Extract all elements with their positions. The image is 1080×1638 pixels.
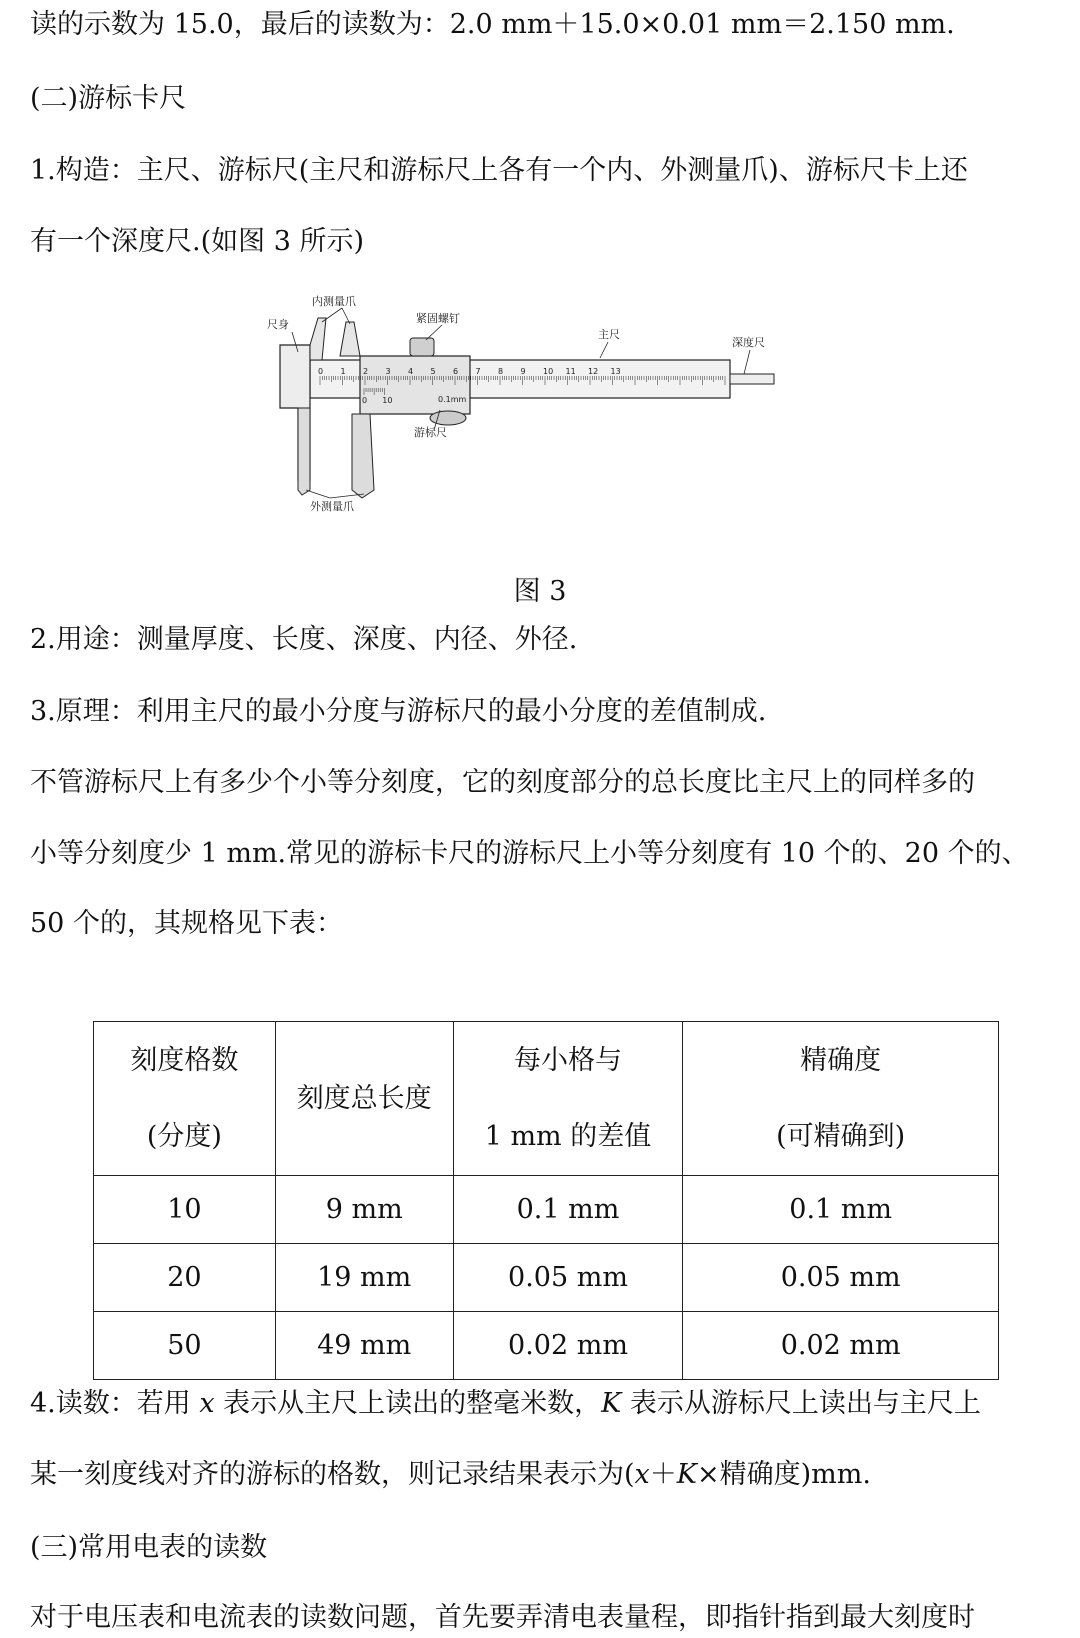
table-cell: 10 xyxy=(94,1176,276,1244)
vernier-spec-table xyxy=(93,1021,999,1380)
table-header-row xyxy=(94,1022,999,1176)
table-row xyxy=(94,1244,999,1312)
main-scale-number: 4 xyxy=(408,367,414,376)
main-scale-number: 2 xyxy=(363,367,369,376)
main-scale-number: 7 xyxy=(475,367,481,376)
text-line-structure: 1.构造：主尺、游标尺(主尺和游标尺上各有一个内、外测量爪)、游标尺卡上还 xyxy=(30,155,968,186)
label-inner-jaws: 内测量爪 xyxy=(312,295,356,308)
table-cell: 19 mm xyxy=(275,1244,453,1312)
section-heading-vernier-caliper: (二)游标卡尺 xyxy=(30,83,187,114)
main-scale-number: 0 xyxy=(318,367,324,376)
vernier-scale-number: 0 xyxy=(362,396,368,405)
text-line-meters-intro: 对于电压表和电流表的读数问题，首先要弄清电表量程，即指针指到最大刻度时 xyxy=(30,1602,975,1633)
label-outer-jaws: 外测量爪 xyxy=(310,500,354,513)
table-cell: 50 xyxy=(94,1312,276,1380)
vernier-caliper-figure xyxy=(267,290,790,530)
main-scale-number: 11 xyxy=(565,367,576,376)
table-row xyxy=(94,1312,999,1380)
table-cell: 0.02 mm xyxy=(683,1312,999,1380)
main-scale-number: 8 xyxy=(498,367,504,376)
main-scale-number: 6 xyxy=(453,367,459,376)
label-depth-rod: 深度尺 xyxy=(732,336,765,349)
text-line-explanation-2: 小等分刻度少 1 mm.常见的游标卡尺的游标尺上小等分刻度有 10 个的、20 个的、 xyxy=(30,838,1029,869)
main-scale-number: 12 xyxy=(588,367,599,376)
text-line-reading-result: 读的示数为 15.0，最后的读数为：2.0 mm＋15.0×0.01 mm＝2.150 mm. xyxy=(30,9,955,40)
main-scale-number: 1 xyxy=(340,367,346,376)
table-cell: 49 mm xyxy=(275,1312,453,1380)
header-divisions: 刻度格数 (分度) xyxy=(94,1022,276,1176)
text-line-explanation-3: 50 个的，其规格见下表： xyxy=(30,908,343,939)
label-main-scale: 主尺 xyxy=(598,328,620,341)
label-lock-screw: 紧固螺钉 xyxy=(416,312,460,325)
main-scale-number: 10 xyxy=(543,367,554,376)
label-body: 尺身 xyxy=(267,318,289,331)
header-precision: 精确度 (可精确到) xyxy=(683,1022,999,1176)
text-line-principle: 3.原理：利用主尺的最小分度与游标尺的最小分度的差值制成. xyxy=(30,696,767,727)
main-scale-number: 13 xyxy=(610,367,621,376)
main-scale-number: 9 xyxy=(520,367,526,376)
header-difference: 每小格与 1 mm 的差值 xyxy=(453,1022,683,1176)
text-line-structure-cont: 有一个深度尺.(如图 3 所示) xyxy=(30,226,364,257)
table-cell: 0.1 mm xyxy=(683,1176,999,1244)
section-heading-meters: (三)常用电表的读数 xyxy=(30,1532,268,1563)
text-line-explanation-1: 不管游标尺上有多少个小等分刻度，它的刻度部分的总长度比主尺上的同样多的 xyxy=(30,767,975,798)
table-row xyxy=(94,1176,999,1244)
text-line-usage: 2.用途：测量厚度、长度、深度、内径、外径. xyxy=(30,624,578,655)
vernier-scale-number: 10 xyxy=(382,396,393,405)
figure-caption: 图 3 xyxy=(513,576,567,607)
header-total-length: 刻度总长度 xyxy=(275,1022,453,1176)
label-vernier: 游标尺 xyxy=(414,426,447,439)
table-cell: 0.05 mm xyxy=(453,1244,683,1312)
text-line-reading-method: 4.读数：若用 x 表示从主尺上读出的整毫米数，K 表示从游标尺上读出与主尺上 xyxy=(30,1388,981,1419)
table-cell: 0.05 mm xyxy=(683,1244,999,1312)
main-scale-number: 5 xyxy=(430,367,436,376)
table-cell: 20 xyxy=(94,1244,276,1312)
table-cell: 9 mm xyxy=(275,1176,453,1244)
vernier-caliper-drawing xyxy=(267,290,790,530)
text-line-reading-formula: 某一刻度线对齐的游标的格数，则记录结果表示为(x＋K×精确度)mm. xyxy=(30,1459,871,1490)
vernier-precision-label: 0.1mm xyxy=(438,395,467,404)
table-cell: 0.1 mm xyxy=(453,1176,683,1244)
table-cell: 0.02 mm xyxy=(453,1312,683,1380)
main-scale-number: 3 xyxy=(385,367,391,376)
